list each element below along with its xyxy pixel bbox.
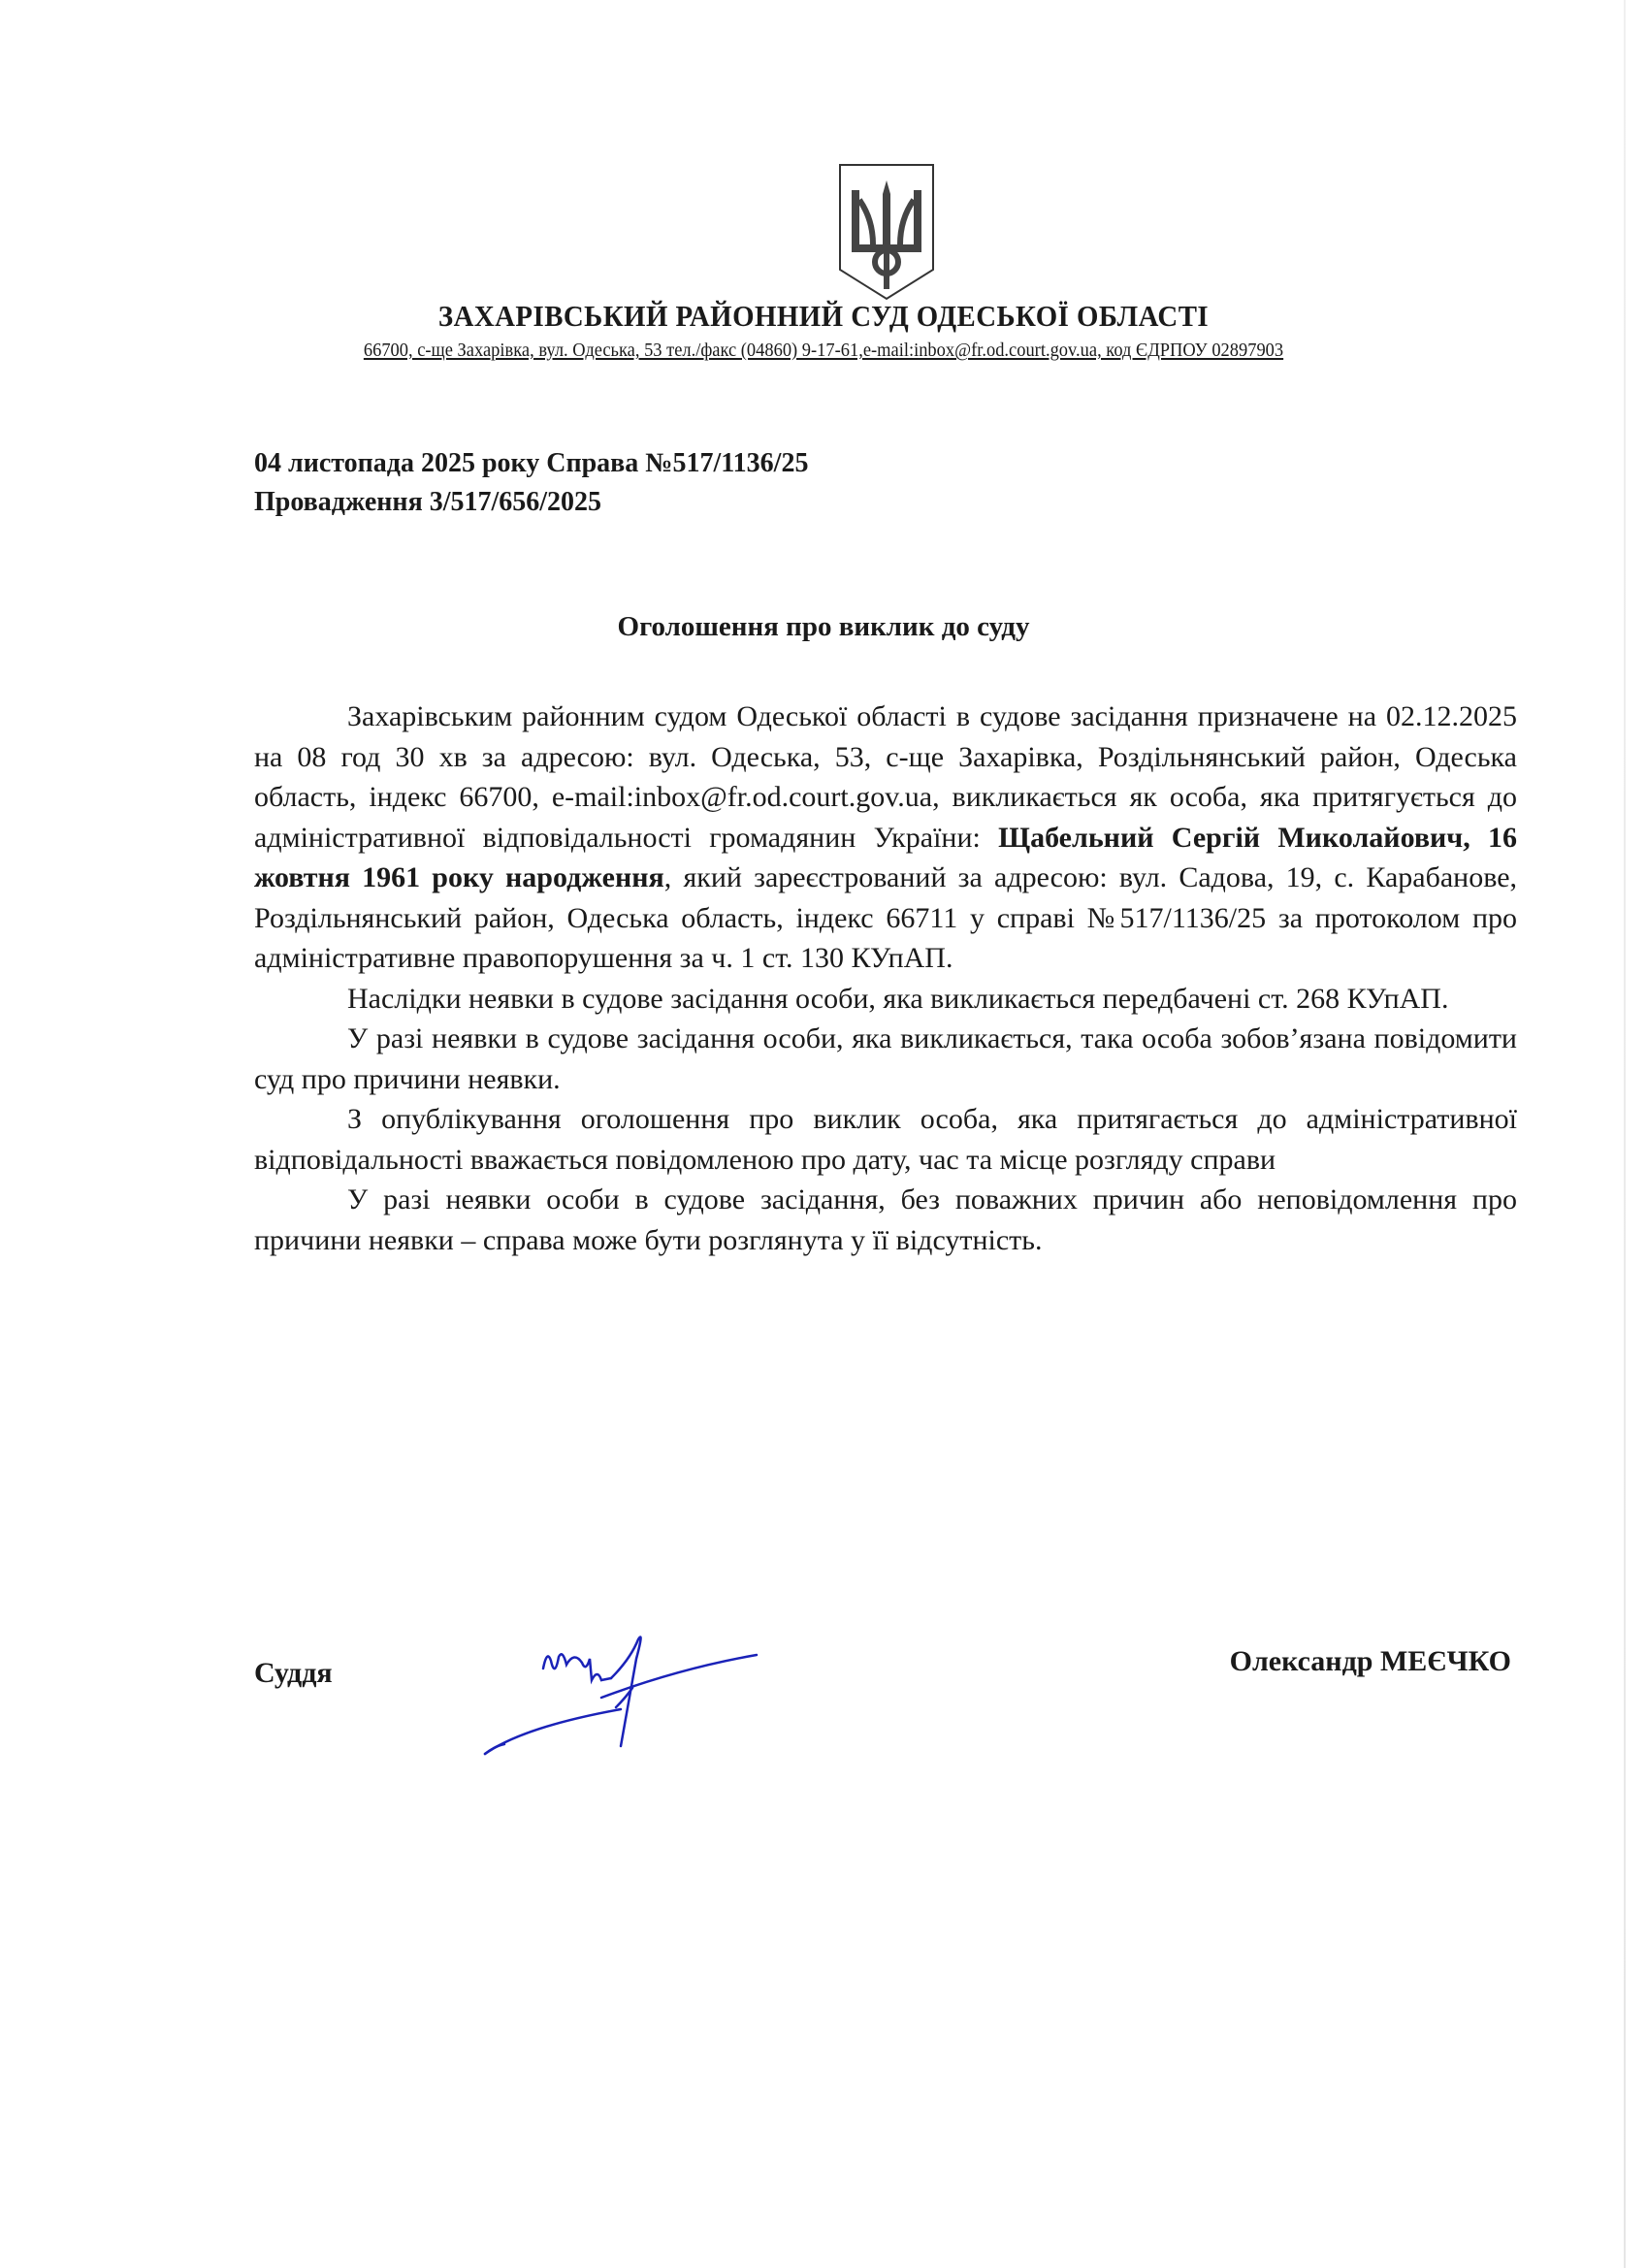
signature-block — [0, 1645, 1647, 1766]
document-title: Оголошення про виклик до суду — [617, 611, 1030, 642]
paragraph-summons: Захарівським районним судом Одеської області в судове засідання призначене на 02.12.2025 на 08 год 30 хв за адресою: вул. Одеська, 53, с-ще Захарівка, Роздільнянський район, Одеська область, індекс 66700, e-mail:inbox@fr.od.court.gov.ua, викликається як особа, яка притягується до адміністративної відповідальності громадянин України: Щабельний Сергій Миколайович, 16 жовтня 1961 року народження, який зареєстрований за адресою: вул. Садова, 19, с. Карабанове, Роздільнянський район, Одеська область, індекс 66711 у справі №517/1136/25 за протоколом про адміністративне правопорушення за ч. 1 ст. 130 КУпАП. — [254, 700, 1518, 974]
judge-name: Олександр МЕЄЧКО — [1229, 1645, 1511, 1677]
ukraine-trident-coat-of-arms-icon — [834, 161, 939, 305]
proceeding-number: Провадження 3/517/656/2025 — [254, 487, 602, 517]
paragraph-absence: У разі неявки особи в судове засідання, без поважних причин або неповідомлення про причини неявки – справа може бути розглянута у її відсутність. — [254, 1183, 1517, 1256]
page-edge — [1624, 0, 1626, 2268]
defendant-name: Щабельний Сергій Миколайович, 16 жовтня 1961 року народження — [254, 821, 1517, 893]
paragraph-notify-obligation: У разі неявки в судове засідання особи, яка викликається, така особа зобов’язана повідомити суд про причини неявки. — [254, 1022, 1517, 1095]
document-body — [254, 697, 1517, 1260]
handwritten-signature-icon — [466, 1601, 834, 1775]
case-meta — [254, 444, 808, 522]
court-address: 66700, с-ще Захарівка, вул. Одеська, 53 тел./факс (04860) 9-17-61,e-mail:inbox@fr.od.court.gov.ua, код ЄДРПОУ 02897903 — [363, 340, 1284, 361]
paragraph-publication: З опублікування оголошення про виклик особа, яка притягається до адміністративної відповідальності вважається повідомленою про дату, час та місце розгляду справи — [254, 1103, 1517, 1176]
case-date-number: 04 листопада 2025 року Справа №517/1136/25 — [254, 448, 809, 478]
judge-role: Суддя — [254, 1657, 333, 1689]
paragraph-consequences: Наслідки неявки в судове засідання особи, яка викликається передбачені ст. 268 КУпАП. — [347, 982, 1449, 1015]
court-name: ЗАХАРІВСЬКИЙ РАЙОННИЙ СУД ОДЕСЬКОЇ ОБЛАСТІ — [437, 299, 1210, 333]
